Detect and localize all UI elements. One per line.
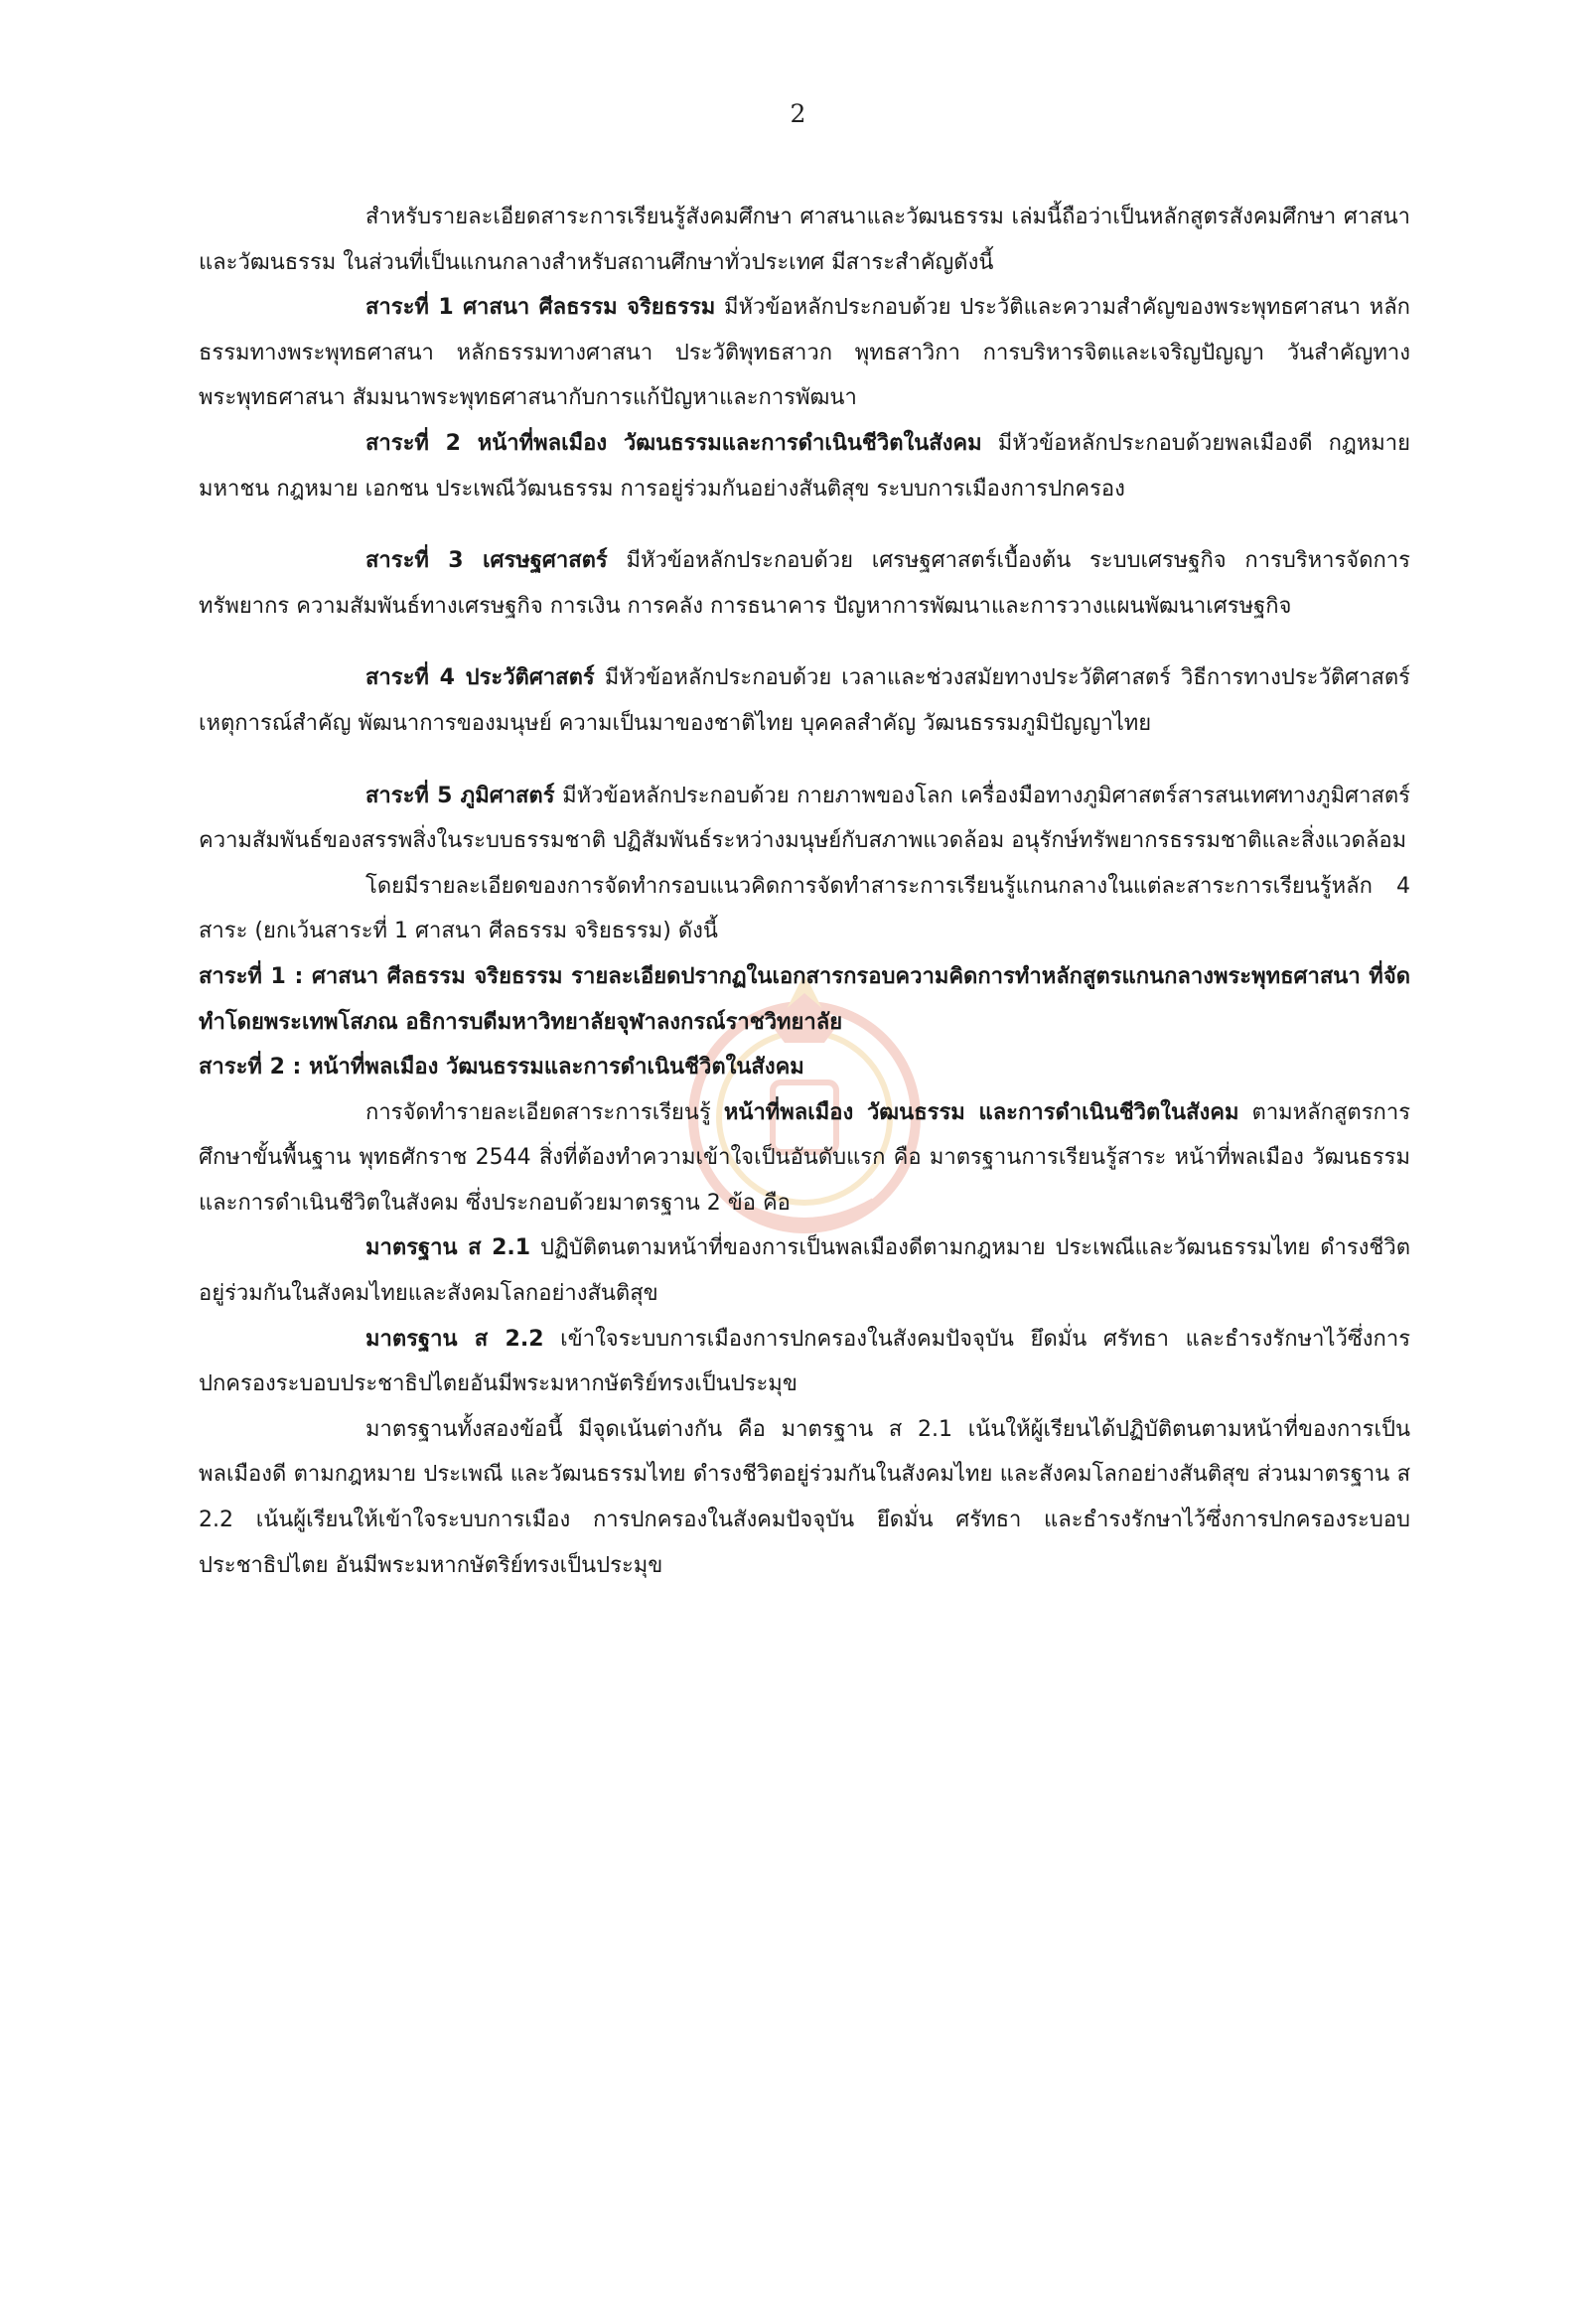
strand-4-label: สาระที่ 4 ประวัติศาสตร์ [365,665,595,691]
strand-4-paragraph [199,655,1410,746]
strand-2-detail-pre: การจัดทำรายละเอียดสาระการเรียนรู้ [365,1099,724,1125]
intro-paragraph: สำหรับรายละเอียดสาระการเรียนรู้สังคมศึกษา ศาสนาและวัฒนธรรม เล่มนี้ถือว่าเป็นหลักสูตรสังคมศึกษา ศาสนาและวัฒนธรรม ในส่วนที่เป็นแกนกลางสำหรับสถานศึกษาทั่วประเทศ มีสาระสำคัญดังนี้ [199,205,1410,275]
standard-2-2-paragraph [199,1317,1410,1407]
strand-2-text: มีหัวข้อหลักประกอบด้วยพลเมืองดี กฎหมายมหาชน กฎหมาย เอกชน ประเพณีวัฒนธรรม การอยู่ร่วมกันอย่างสันติสุข ระบบการเมืองการปกครอง [199,430,1410,502]
strand-3-text: มีหัวข้อหลักประกอบด้วย เศรษฐศาสตร์เบื้องต้น ระบบเศรษฐกิจ การบริหารจัดการทรัพยากร ความสัมพันธ์ทางเศรษฐกิจ การเงิน การคลัง การธนาคาร ปัญหาการพัฒนาและการวางแผนพัฒนาเศรษฐกิจ [199,548,1410,619]
strand-5-paragraph [199,774,1410,864]
strand-3-paragraph [199,538,1410,629]
page-number: 2 [790,99,806,128]
strand-2-detail-post: ตามหลักสูตรการศึกษาขั้นพื้นฐาน พุทธศักราช 2544 สิ่งที่ต้องทำความเข้าใจเป็นอันดับแรก คือ มาตรฐานการเรียนรู้สาระ หน้าที่พลเมือง วัฒนธรรม และการดำเนินชีวิตในสังคม ซึ่งประกอบด้วยมาตรฐาน 2 ข้อ คือ [199,1099,1411,1216]
strand-2-label: สาระที่ 2 หน้าที่พลเมือง วัฒนธรรมและการดำเนินชีวิตในสังคม [365,430,982,456]
strand-3-label: สาระที่ 3 เศรษฐศาสตร์ [365,548,608,574]
standard-2-1-paragraph [199,1225,1410,1316]
details-intro-paragraph: โดยมีรายละเอียดของการจัดทำกรอบแนวคิดการจัดทำสาระการเรียนรู้แกนกลางในแต่ละสาระการเรียนรู้หลัก 4 สาระ (ยกเว้นสาระที่ 1 ศาสนา ศีลธรรม จริยธรรม) ดังนี้ [199,873,1410,944]
strand-1-heading: สาระที่ 1 : ศาสนา ศีลธรรม จริยธรรม รายละเอียดปรากฏในเอกสารกรอบความคิดการทำหลักสูตรแกนกลางพระพุทธศาสนา ที่จัดทำโดยพระเทพโสภณ อธิการบดีมหาวิทยาลัยจุฬาลงกรณ์ราชวิทยาลัย [199,963,1410,1035]
strand-2-paragraph [199,421,1410,511]
strand-5-text: มีหัวข้อหลักประกอบด้วย กายภาพของโลก เครื่องมือทางภูมิศาสตร์สารสนเทศทางภูมิศาสตร์ ความสัมพันธ์ของสรรพสิ่งในระบบธรรมชาติ ปฏิสัมพันธ์ระหว่างมนุษย์กับสภาพแวดล้อม อนุรักษ์ทรัพยากรธรรมชาติและสิ่งแวดล้อม [199,783,1410,854]
strand-1-text: มีหัวข้อหลักประกอบด้วย ประวัติและความสำคัญของพระพุทธศาสนา หลักธรรมทางพระพุทธศาสนา หลักธรรมทางศาสนา ประวัติพุทธสาวก พุทธสาวิกา การบริหารจิตและเจริญปัญญา วันสำคัญทางพระพุทธศาสนา สัมมนาพระพุทธศาสนากับการแก้ปัญหาและการพัฒนา [199,295,1410,411]
strand-2-heading: สาระที่ 2 : หน้าที่พลเมือง วัฒนธรรมและการดำเนินชีวิตในสังคม [199,1055,804,1080]
strand-1-paragraph [199,285,1410,421]
document-body [199,195,1410,1588]
strand-4-text: มีหัวข้อหลักประกอบด้วย เวลาและช่วงสมัยทางประวัติศาสตร์ วิธีการทางประวัติศาสตร์ เหตุการณ์สำคัญ พัฒนาการของมนุษย์ ความเป็นมาของชาติไทย บุคคลสำคัญ วัฒนธรรมภูมิปัญญาไทย [199,665,1410,736]
standard-2-2-label: มาตรฐาน ส 2.2 [365,1326,544,1352]
standard-2-1-text: ปฏิบัติตนตามหน้าที่ของการเป็นพลเมืองดีตามกฎหมาย ประเพณีและวัฒนธรรมไทย ดำรงชีวิตอยู่ร่วมกันในสังคมไทยและสังคมโลกอย่างสันติสุข [199,1235,1410,1307]
strand-2-detail-bold: หน้าที่พลเมือง วัฒนธรรม และการดำเนินชีวิตในสังคม [723,1099,1239,1125]
strand-1-label: สาระที่ 1 ศาสนา ศีลธรรม จริยธรรม [365,295,716,321]
strand-2-detail-paragraph [199,1090,1410,1226]
standard-2-2-text: เข้าใจระบบการเมืองการปกครองในสังคมปัจจุบัน ยึดมั่น ศรัทธา และธำรงรักษาไว้ซึ่งการปกครองระบอบประชาธิปไตยอันมีพระมหากษัตริย์ทรงเป็นประมุข [199,1326,1411,1397]
closing-paragraph: มาตรฐานทั้งสองข้อนี้ มีจุดเน้นต่างกัน คือ มาตรฐาน ส 2.1 เน้นให้ผู้เรียนได้ปฏิบัติตนตามหน้าที่ของการเป็นพลเมืองดี ตามกฎหมาย ประเพณี และวัฒนธรรมไทย ดำรงชีวิตอยู่ร่วมกันในสังคมไทย และสังคมโลกอย่างสันติสุข ส่วนมาตรฐาน ส 2.2 เน้นผู้เรียนให้เข้าใจระบบการเมือง การปกครองในสังคมปัจจุบัน ยึดมั่น ศรัทธา และธำรงรักษาไว้ซึ่งการปกครองระบอบประชาธิปไตย อันมีพระมหากษัตริย์ทรงเป็นประมุข [199,1416,1410,1578]
strand-5-label: สาระที่ 5 ภูมิศาสตร์ [365,783,555,808]
standard-2-1-label: มาตรฐาน ส 2.1 [365,1235,531,1261]
